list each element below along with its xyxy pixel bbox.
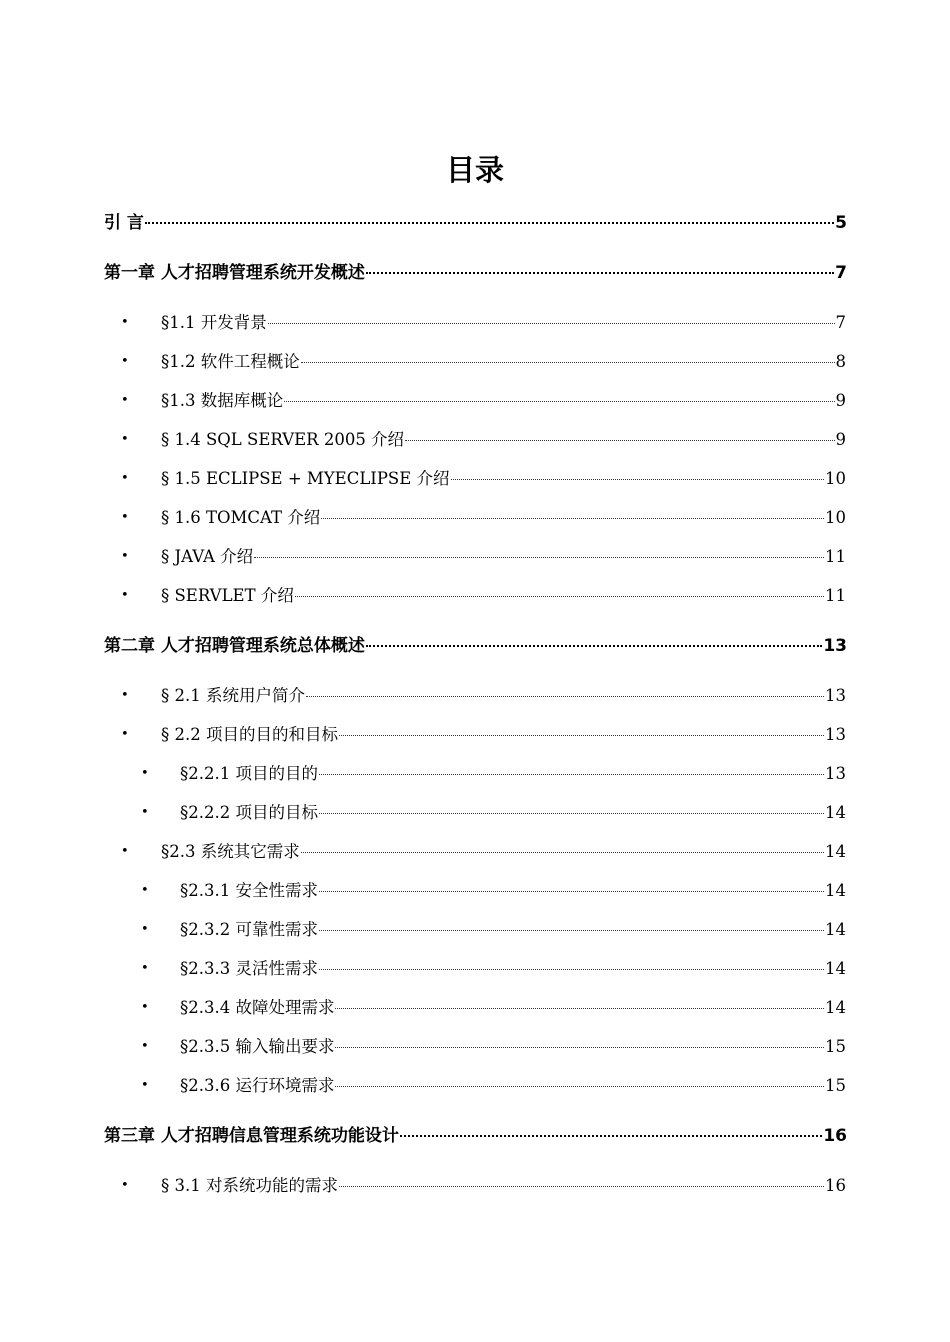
toc-entry-text: §2.3.3 灵活性需求 [180, 959, 318, 978]
dot-leader [306, 696, 824, 697]
toc-entry-2-2[interactable] [161, 723, 846, 747]
toc-page-number: 15 [825, 1076, 846, 1095]
dot-leader [335, 1086, 824, 1087]
toc-entry-1-5[interactable] [161, 467, 846, 491]
dot-leader [319, 930, 824, 931]
toc-page-number: 10 [825, 469, 846, 488]
toc-entry-text: §2.3 系统其它需求 [161, 842, 300, 861]
toc-page-number: 14 [825, 803, 846, 822]
dot-leader [268, 323, 835, 324]
toc-entry-text: 第一章 人才招聘管理系统开发概述 [104, 263, 365, 283]
toc-entry-text: §2.2.2 项目的目标 [180, 803, 318, 822]
dot-leader [335, 1047, 824, 1048]
bullet-icon: • [121, 588, 129, 603]
toc-entry-servlet[interactable] [161, 584, 846, 608]
toc-page-number: 7 [835, 263, 847, 283]
dot-leader [319, 891, 824, 892]
toc-entry-text: 引 言 [104, 213, 144, 233]
dot-leader [284, 401, 834, 402]
toc-page-number: 13 [825, 686, 846, 705]
toc-entry-text: §1.1 开发背景 [161, 313, 267, 332]
dot-leader [145, 222, 834, 224]
toc-page-number: 15 [825, 1037, 846, 1056]
toc-page-number: 16 [825, 1176, 846, 1195]
toc-page-number: 11 [825, 586, 846, 605]
dot-leader [339, 735, 824, 736]
toc-entry-2-3-2[interactable] [180, 918, 846, 942]
toc-page-number: 13 [825, 764, 846, 783]
page-title: 目录 [445, 153, 504, 187]
dot-leader [366, 272, 834, 274]
toc-entry-text: § JAVA 介绍 [161, 547, 254, 566]
toc-entry-text: 第三章 人才招聘信息管理系统功能设计 [104, 1126, 399, 1146]
toc-entry-2-3-1[interactable] [180, 879, 846, 903]
dot-leader [319, 813, 824, 814]
toc-entry-1-3[interactable] [161, 389, 846, 413]
dot-leader [321, 518, 824, 519]
toc-page-number: 9 [835, 391, 846, 410]
bullet-icon: • [121, 471, 129, 486]
toc-entry-text: §1.2 软件工程概论 [161, 352, 300, 371]
bullet-icon: • [141, 1000, 149, 1015]
toc-entry-2-2-2[interactable] [180, 801, 846, 825]
bullet-icon: • [121, 354, 129, 369]
toc-entry-1-4[interactable] [161, 428, 846, 452]
dot-leader [400, 1135, 822, 1137]
toc-page-number: 14 [825, 881, 846, 900]
toc-entry-2-2-1[interactable] [180, 762, 846, 786]
toc-page-number: 5 [835, 213, 847, 233]
toc-entry-text: §2.3.4 故障处理需求 [180, 998, 335, 1017]
bullet-icon: • [141, 961, 149, 976]
toc-entry-1-2[interactable] [161, 350, 846, 374]
bullet-icon: • [141, 766, 149, 781]
toc-page-number: 14 [825, 920, 846, 939]
toc-page-number: 16 [823, 1126, 847, 1146]
toc-page-number: 9 [835, 430, 846, 449]
bullet-icon: • [121, 315, 129, 330]
dot-leader [405, 440, 834, 441]
toc-entry-2-3-5[interactable] [180, 1035, 846, 1059]
bullet-icon: • [141, 883, 149, 898]
toc-entry-text: §2.3.2 可靠性需求 [180, 920, 318, 939]
toc-entry-text: § SERVLET 介绍 [161, 586, 294, 605]
toc-page-number: 14 [825, 998, 846, 1017]
toc-entry-text: §2.3.5 输入输出要求 [180, 1037, 335, 1056]
toc-page-number: 11 [825, 547, 846, 566]
dot-leader [339, 1186, 824, 1187]
toc-page-number: 8 [835, 352, 846, 371]
dot-leader [254, 557, 824, 558]
toc-page-number: 7 [835, 313, 846, 332]
toc-entry-text: §2.3.1 安全性需求 [180, 881, 318, 900]
dot-leader [319, 774, 824, 775]
toc-page-number: 13 [825, 725, 846, 744]
toc-entry-text: § 1.5 ECLIPSE + MYECLIPSE 介绍 [161, 469, 450, 488]
toc-page-number: 14 [825, 842, 846, 861]
toc-entry-chapter-1[interactable] [104, 261, 847, 285]
toc-entry-chapter-2[interactable] [104, 634, 847, 658]
toc-entry-1-1[interactable] [161, 311, 846, 335]
toc-page-number: 13 [823, 636, 847, 656]
toc-entry-2-3-3[interactable] [180, 957, 846, 981]
bullet-icon: • [121, 393, 129, 408]
toc-entry-text: § 2.2 项目的目的和目标 [161, 725, 338, 744]
toc-entry-2-1[interactable] [161, 684, 846, 708]
toc-entry-chapter-3[interactable] [104, 1124, 847, 1148]
bullet-icon: • [141, 922, 149, 937]
toc-entry-text: §2.2.1 项目的目的 [180, 764, 318, 783]
toc-entry-2-3-6[interactable] [180, 1074, 846, 1098]
dot-leader [301, 362, 835, 363]
bullet-icon: • [141, 1039, 149, 1054]
dot-leader [366, 645, 822, 647]
toc-entry-intro[interactable] [104, 211, 847, 235]
dot-leader [451, 479, 824, 480]
toc-entry-3-1[interactable] [161, 1174, 846, 1198]
bullet-icon: • [141, 1078, 149, 1093]
bullet-icon: • [121, 549, 129, 564]
toc-entry-text: § 2.1 系统用户简介 [161, 686, 305, 705]
toc-entry-text: §1.3 数据库概论 [161, 391, 284, 410]
toc-page-number: 10 [825, 508, 846, 527]
toc-page-number: 14 [825, 959, 846, 978]
toc-entry-java[interactable] [161, 545, 846, 569]
toc-entry-text: § 3.1 对系统功能的需求 [161, 1176, 338, 1195]
toc-entry-text: §2.3.6 运行环境需求 [180, 1076, 335, 1095]
toc-entry-text: § 1.4 SQL SERVER 2005 介绍 [161, 430, 405, 449]
bullet-icon: • [121, 1178, 129, 1193]
bullet-icon: • [121, 688, 129, 703]
toc-entry-text: 第二章 人才招聘管理系统总体概述 [104, 636, 365, 656]
bullet-icon: • [121, 510, 129, 525]
bullet-icon: • [141, 805, 149, 820]
dot-leader [335, 1008, 824, 1009]
dot-leader [295, 596, 824, 597]
bullet-icon: • [121, 844, 129, 859]
toc-entry-2-3[interactable] [161, 840, 846, 864]
dot-leader [319, 969, 824, 970]
toc-entry-text: § 1.6 TOMCAT 介绍 [161, 508, 321, 527]
bullet-icon: • [121, 727, 129, 742]
toc-entry-2-3-4[interactable] [180, 996, 846, 1020]
dot-leader [301, 852, 824, 853]
toc-entry-1-6[interactable] [161, 506, 846, 530]
bullet-icon: • [121, 432, 129, 447]
